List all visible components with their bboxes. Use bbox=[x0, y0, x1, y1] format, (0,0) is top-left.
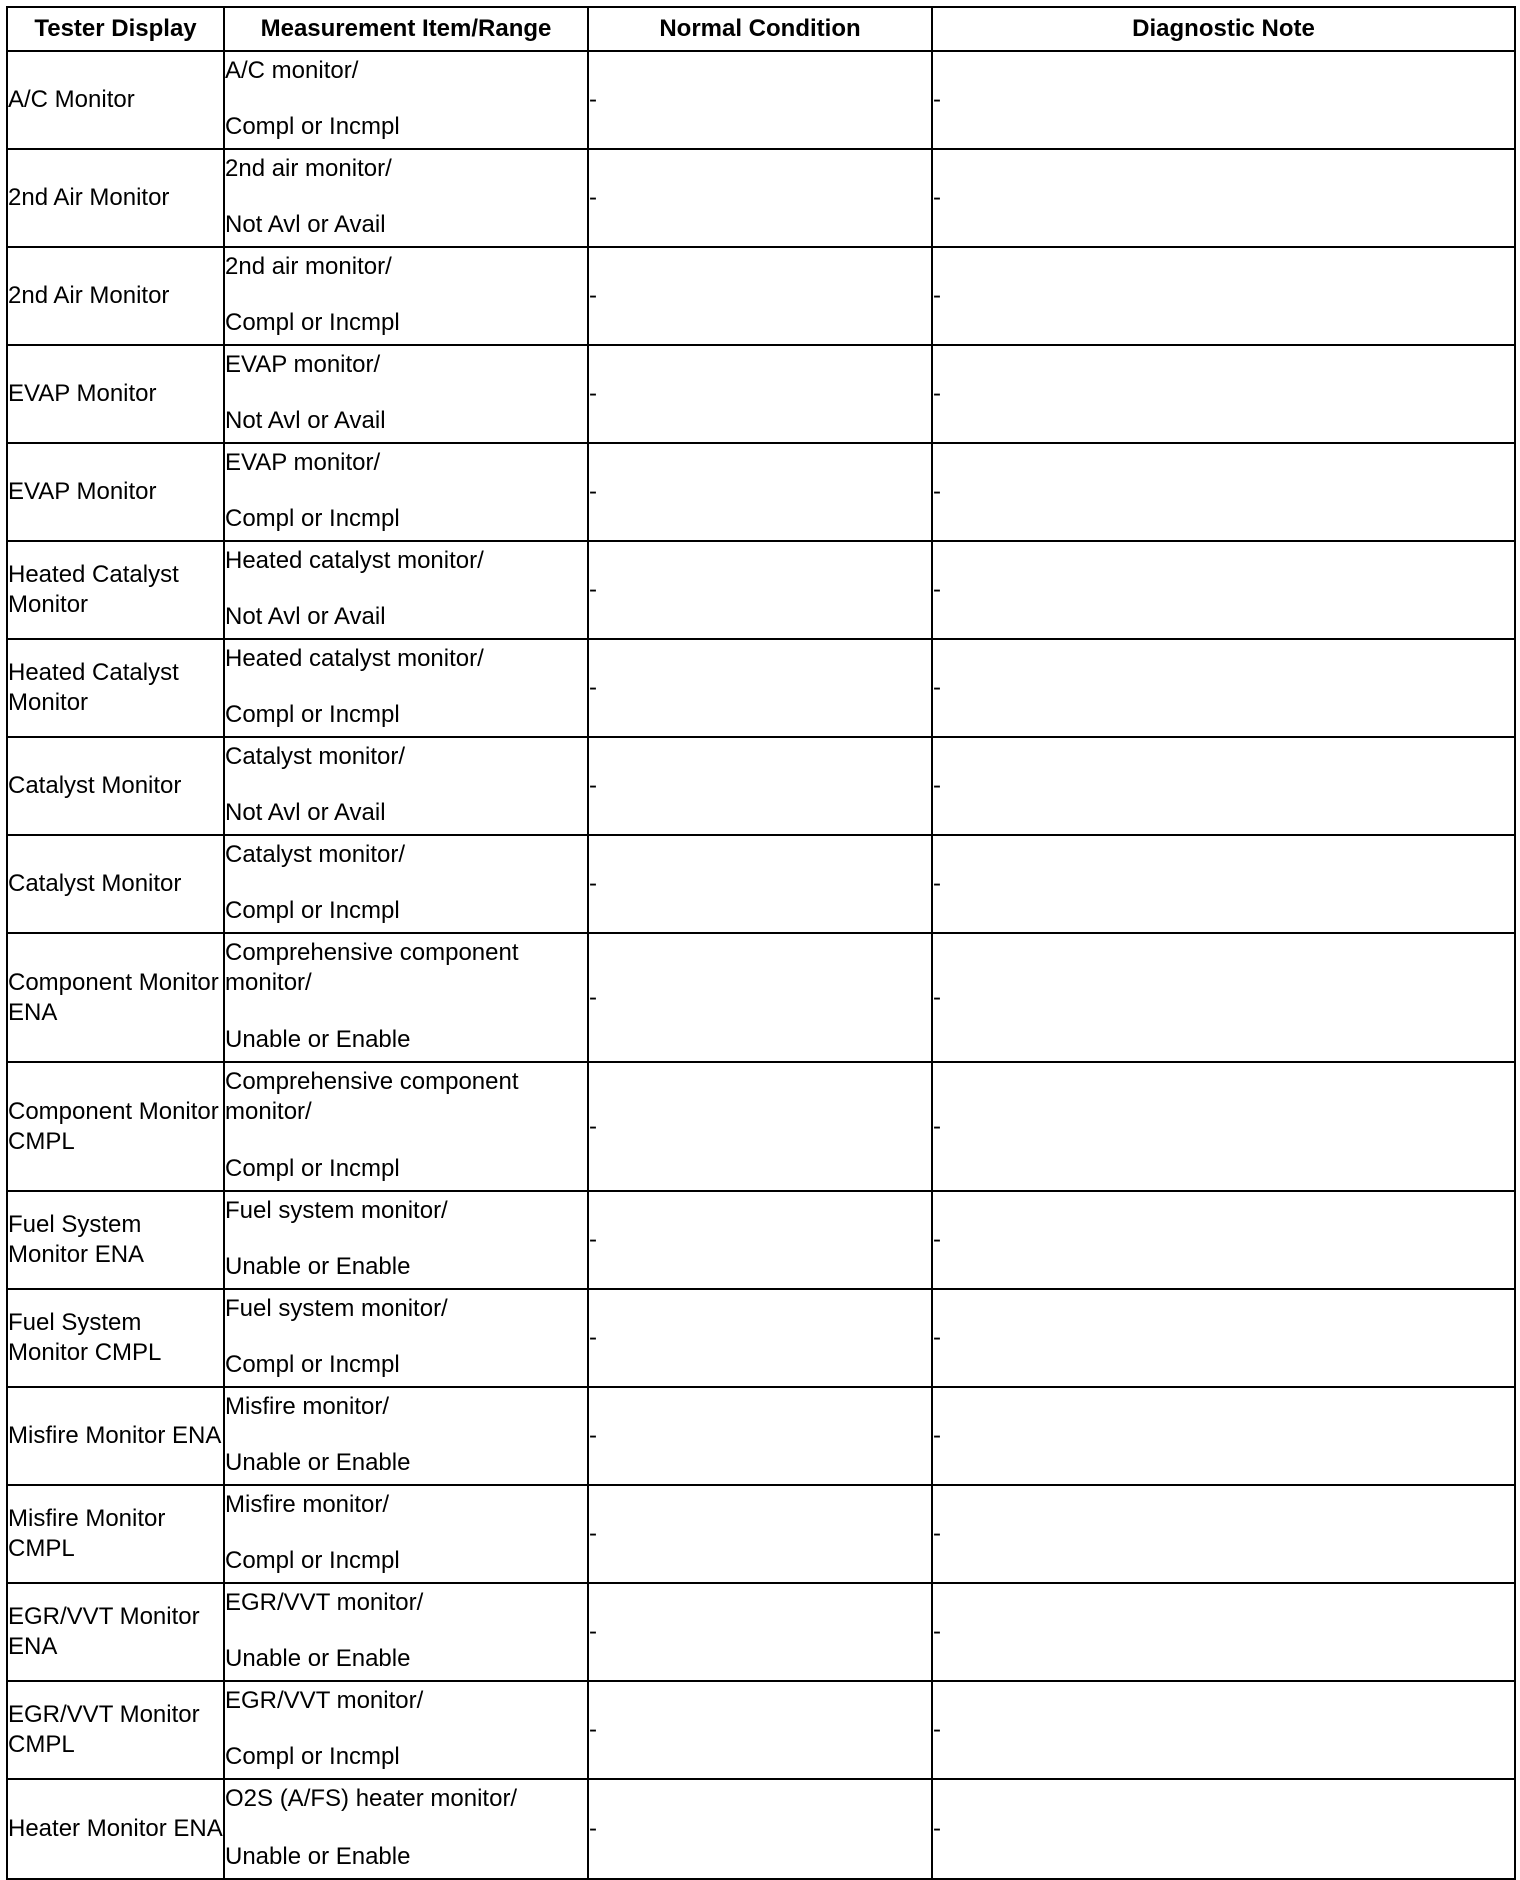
diagnostic-note-cell: - bbox=[932, 345, 1515, 443]
measurement-range: Compl or Incmpl bbox=[225, 897, 400, 924]
table-row bbox=[7, 737, 1515, 835]
normal-condition-cell: - bbox=[588, 639, 932, 737]
normal-condition-cell: - bbox=[588, 149, 932, 247]
normal-condition-cell: - bbox=[588, 1289, 932, 1387]
table-row bbox=[7, 1062, 1515, 1191]
measurement-item-name: Fuel system monitor/ bbox=[225, 1197, 448, 1224]
measurement-item-cell bbox=[224, 149, 588, 247]
diagnostic-note-cell: - bbox=[932, 1191, 1515, 1289]
measurement-item-cell bbox=[224, 51, 588, 149]
header-tester-display: Tester Display bbox=[7, 7, 224, 51]
measurement-item-name: Fuel system monitor/ bbox=[225, 1295, 448, 1322]
measurement-item-cell bbox=[224, 345, 588, 443]
measurement-item-name: EGR/VVT monitor/ bbox=[225, 1687, 424, 1714]
diagnostic-note-cell: - bbox=[932, 1289, 1515, 1387]
tester-display-cell: Component Monitor ENA bbox=[7, 933, 224, 1062]
table-row bbox=[7, 51, 1515, 149]
diagnostic-note-cell: - bbox=[932, 639, 1515, 737]
measurement-item-cell bbox=[224, 1062, 588, 1191]
tester-display-cell: Component Monitor CMPL bbox=[7, 1062, 224, 1191]
tester-display-cell: Heated Catalyst Monitor bbox=[7, 541, 224, 639]
table-row bbox=[7, 247, 1515, 345]
measurement-item-cell bbox=[224, 1289, 588, 1387]
diagnostic-note-cell: - bbox=[932, 1681, 1515, 1779]
measurement-item-name: Misfire monitor/ bbox=[225, 1491, 390, 1518]
normal-condition-cell: - bbox=[588, 1191, 932, 1289]
measurement-item-name: Misfire monitor/ bbox=[225, 1393, 390, 1420]
diagnostic-note-cell: - bbox=[932, 835, 1515, 933]
diagnostic-note-cell: - bbox=[932, 1779, 1515, 1879]
diagnostic-note-cell: - bbox=[932, 51, 1515, 149]
tester-display-cell: EGR/VVT Monitor CMPL bbox=[7, 1681, 224, 1779]
tester-display-cell: Fuel System Monitor CMPL bbox=[7, 1289, 224, 1387]
measurement-range: Compl or Incmpl bbox=[225, 1547, 400, 1574]
measurement-range: Compl or Incmpl bbox=[225, 701, 400, 728]
tester-display-cell: Misfire Monitor ENA bbox=[7, 1387, 224, 1485]
measurement-item-cell bbox=[224, 541, 588, 639]
header-measurement-item: Measurement Item/Range bbox=[224, 7, 588, 51]
measurement-range: Compl or Incmpl bbox=[225, 309, 400, 336]
tester-display-cell: 2nd Air Monitor bbox=[7, 247, 224, 345]
normal-condition-cell: - bbox=[588, 1779, 932, 1879]
measurement-item-name: EVAP monitor/ bbox=[225, 449, 381, 476]
normal-condition-cell: - bbox=[588, 345, 932, 443]
measurement-item-cell bbox=[224, 933, 588, 1062]
tester-display-cell: Heater Monitor ENA bbox=[7, 1779, 224, 1879]
tester-display-cell: Misfire Monitor CMPL bbox=[7, 1485, 224, 1583]
measurement-item-cell bbox=[224, 835, 588, 933]
measurement-range: Unable or Enable bbox=[225, 1645, 411, 1672]
measurement-item-cell bbox=[224, 1681, 588, 1779]
measurement-item-name: Heated catalyst monitor/ bbox=[225, 645, 484, 672]
table-row bbox=[7, 1387, 1515, 1485]
table-row bbox=[7, 541, 1515, 639]
measurement-range: Compl or Incmpl bbox=[225, 113, 400, 140]
normal-condition-cell: - bbox=[588, 1681, 932, 1779]
table-row bbox=[7, 1289, 1515, 1387]
measurement-item-name: Comprehensive component monitor/ bbox=[225, 939, 519, 996]
tester-display-cell: Heated Catalyst Monitor bbox=[7, 639, 224, 737]
table-row bbox=[7, 639, 1515, 737]
measurement-range: Compl or Incmpl bbox=[225, 1743, 400, 1770]
diagnostic-note-cell: - bbox=[932, 247, 1515, 345]
normal-condition-cell: - bbox=[588, 1583, 932, 1681]
diagnostic-note-cell: - bbox=[932, 1583, 1515, 1681]
normal-condition-cell: - bbox=[588, 1062, 932, 1191]
table-row bbox=[7, 1779, 1515, 1879]
measurement-range: Not Avl or Avail bbox=[225, 799, 386, 826]
tester-display-cell: Catalyst Monitor bbox=[7, 835, 224, 933]
normal-condition-cell: - bbox=[588, 835, 932, 933]
tester-display-cell: 2nd Air Monitor bbox=[7, 149, 224, 247]
monitor-status-table bbox=[6, 6, 1516, 1880]
tester-display-cell: Catalyst Monitor bbox=[7, 737, 224, 835]
normal-condition-cell: - bbox=[588, 1387, 932, 1485]
normal-condition-cell: - bbox=[588, 443, 932, 541]
measurement-item-cell bbox=[224, 1191, 588, 1289]
table-row bbox=[7, 1681, 1515, 1779]
measurement-item-cell bbox=[224, 443, 588, 541]
diagnostic-note-cell: - bbox=[932, 1485, 1515, 1583]
normal-condition-cell: - bbox=[588, 737, 932, 835]
measurement-item-cell bbox=[224, 1387, 588, 1485]
tester-display-cell: EVAP Monitor bbox=[7, 345, 224, 443]
table-row bbox=[7, 345, 1515, 443]
measurement-range: Compl or Incmpl bbox=[225, 1155, 400, 1182]
diagnostic-note-cell: - bbox=[932, 443, 1515, 541]
measurement-item-name: Catalyst monitor/ bbox=[225, 841, 406, 868]
measurement-item-name: EGR/VVT monitor/ bbox=[225, 1589, 424, 1616]
table-row bbox=[7, 1485, 1515, 1583]
measurement-item-cell bbox=[224, 1779, 588, 1879]
measurement-item-name: EVAP monitor/ bbox=[225, 351, 381, 378]
measurement-item-name: 2nd air monitor/ bbox=[225, 253, 392, 280]
measurement-range: Unable or Enable bbox=[225, 1843, 411, 1870]
table-body bbox=[7, 51, 1515, 1879]
measurement-range: Not Avl or Avail bbox=[225, 407, 386, 434]
measurement-item-cell bbox=[224, 639, 588, 737]
normal-condition-cell: - bbox=[588, 933, 932, 1062]
measurement-item-cell bbox=[224, 247, 588, 345]
measurement-range: Unable or Enable bbox=[225, 1449, 411, 1476]
normal-condition-cell: - bbox=[588, 1485, 932, 1583]
table-row bbox=[7, 1583, 1515, 1681]
normal-condition-cell: - bbox=[588, 247, 932, 345]
measurement-range: Not Avl or Avail bbox=[225, 603, 386, 630]
measurement-item-name: Catalyst monitor/ bbox=[225, 743, 406, 770]
tester-display-cell: EVAP Monitor bbox=[7, 443, 224, 541]
table-header-row bbox=[7, 7, 1515, 51]
measurement-item-cell bbox=[224, 737, 588, 835]
table-row bbox=[7, 1191, 1515, 1289]
measurement-range: Compl or Incmpl bbox=[225, 1351, 400, 1378]
measurement-item-cell bbox=[224, 1485, 588, 1583]
diagnostic-note-cell: - bbox=[932, 149, 1515, 247]
normal-condition-cell: - bbox=[588, 51, 932, 149]
table-row bbox=[7, 149, 1515, 247]
diagnostic-note-cell: - bbox=[932, 541, 1515, 639]
header-diagnostic-note: Diagnostic Note bbox=[932, 7, 1515, 51]
table-row bbox=[7, 443, 1515, 541]
measurement-range: Unable or Enable bbox=[225, 1026, 411, 1053]
diagnostic-note-cell: - bbox=[932, 1062, 1515, 1191]
normal-condition-cell: - bbox=[588, 541, 932, 639]
measurement-item-name: A/C monitor/ bbox=[225, 57, 359, 84]
diagnostic-note-cell: - bbox=[932, 737, 1515, 835]
measurement-range: Unable or Enable bbox=[225, 1253, 411, 1280]
tester-display-cell: A/C Monitor bbox=[7, 51, 224, 149]
diagnostic-note-cell: - bbox=[932, 933, 1515, 1062]
measurement-item-name: 2nd air monitor/ bbox=[225, 155, 392, 182]
measurement-range: Not Avl or Avail bbox=[225, 211, 386, 238]
tester-display-cell: Fuel System Monitor ENA bbox=[7, 1191, 224, 1289]
measurement-range: Compl or Incmpl bbox=[225, 505, 400, 532]
header-normal-condition: Normal Condition bbox=[588, 7, 932, 51]
tester-display-cell: EGR/VVT Monitor ENA bbox=[7, 1583, 224, 1681]
table-row bbox=[7, 933, 1515, 1062]
measurement-item-cell bbox=[224, 1583, 588, 1681]
diagnostic-note-cell: - bbox=[932, 1387, 1515, 1485]
measurement-item-name: O2S (A/FS) heater monitor/ bbox=[225, 1785, 518, 1812]
table-row bbox=[7, 835, 1515, 933]
measurement-item-name: Comprehensive component monitor/ bbox=[225, 1068, 519, 1125]
measurement-item-name: Heated catalyst monitor/ bbox=[225, 547, 484, 574]
